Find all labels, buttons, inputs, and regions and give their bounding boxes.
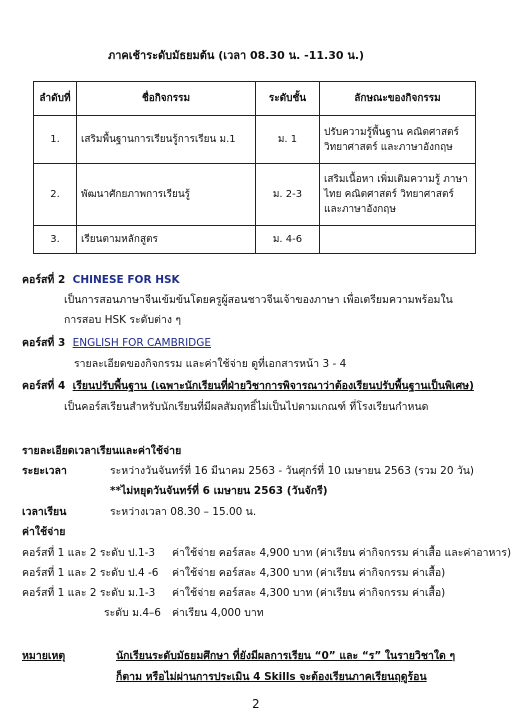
row-name: เสริมพื้นฐานการเรียนรู้การเรียน ม.1	[77, 116, 256, 164]
cost-row-text: ค่าใช้จ่าย คอร์สละ 4,300 บาท (ค่าเรียน ค่ากิจกรรม ค่าเสื้อ)	[172, 587, 446, 599]
course3-desc: รายละเอียดของกิจกรรม และค่าใช้จ่าย ดูที่เอกสารหน้า 3 - 4	[74, 358, 347, 370]
cost-label: ค่าใช้จ่าย	[22, 526, 66, 538]
note-label: หมายเหตุ	[22, 650, 66, 662]
time-text: ระหว่างเวลา 08.30 – 15.00 น.	[110, 506, 257, 518]
cost-row-text: ค่าใช้จ่าย คอร์สละ 4,900 บาท (ค่าเรียน ค่ากิจกรรม ค่าเสื้อ และค่าอาหาร)	[172, 547, 512, 559]
col-header-desc: ลักษณะของกิจกรรม	[320, 82, 476, 116]
table-row	[34, 164, 476, 226]
col-header-no: ลำดับที่	[34, 82, 77, 116]
col-header-name: ชื่อกิจกรรม	[77, 82, 256, 116]
course2-name: CHINESE FOR HSK	[72, 274, 180, 286]
cost-row-level: คอร์สที่ 1 และ 2 ระดับ ป.1-3	[22, 547, 156, 559]
course3-label: คอร์สที่ 3	[22, 337, 66, 349]
cost-row-level: ระดับ ม.4–6	[104, 607, 161, 619]
cost-row-text: ค่าเรียน 4,000 บาท	[172, 607, 264, 619]
page-number: 2	[252, 697, 260, 711]
row-no: 3.	[34, 226, 77, 254]
table-row	[34, 116, 476, 164]
details-heading: รายละเอียดเวลาเรียนและค่าใช้จ่าย	[22, 445, 182, 457]
holiday-note: **ไม่หยุดวันจันทร์ที่ 6 เมษายน 2563 (วันจักรี)	[110, 485, 328, 497]
cost-row-text: ค่าใช้จ่าย คอร์สละ 4,300 บาท (ค่าเรียน ค่ากิจกรรม ค่าเสื้อ)	[172, 567, 446, 579]
cost-row-level: คอร์สที่ 1 และ 2 ระดับ ม.1-3	[22, 587, 156, 599]
row-name: พัฒนาศักยภาพการเรียนรู้	[77, 164, 256, 226]
row-desc: เสริมเนื้อหา เพิ่มเติมความรู้ ภาษาไทย คณิตศาสตร์ วิทยาศาสตร์ และภาษาอังกฤษ	[320, 164, 476, 226]
period-label: ระยะเวลา	[22, 465, 67, 477]
course4-heading	[22, 377, 474, 394]
row-level: ม. 4-6	[256, 226, 320, 254]
note-line2: ก็ตาม หรือไม่ผ่านการประเมิน 4 Skills จะต้องเรียนภาคเรียนฤดูร้อน	[116, 671, 427, 683]
row-desc: ปรับความรู้พื้นฐาน คณิตศาสตร์ วิทยาศาสตร์ และภาษาอังกฤษ	[320, 116, 476, 164]
row-desc	[320, 226, 476, 254]
course2-heading	[22, 271, 180, 288]
activity-table	[33, 81, 476, 254]
period-text: ระหว่างวันจันทร์ที่ 16 มีนาคม 2563 - วันศุกร์ที่ 10 เมษายน 2563 (รวม 20 วัน)	[110, 465, 475, 477]
row-no: 1.	[34, 116, 77, 164]
row-level: ม. 1	[256, 116, 320, 164]
course4-label: คอร์สที่ 4	[22, 380, 66, 392]
col-header-level: ระดับชั้น	[256, 82, 320, 116]
course4-name: เรียนปรับพื้นฐาน (เฉพาะนักเรียนที่ฝ่ายวิชาการพิจารณาว่าต้องเรียนปรับพื้นฐานเป็นพิเศษ)	[72, 380, 474, 392]
row-name: เรียนตามหลักสูตร	[77, 226, 256, 254]
cost-row-level: คอร์สที่ 1 และ 2 ระดับ ป.4 -6	[22, 567, 159, 579]
note-line1: นักเรียนระดับมัธยมศึกษา ที่ยังมีผลการเรียน “0” และ “ร” ในรายวิชาใด ๆ	[116, 650, 456, 662]
course2-label: คอร์สที่ 2	[22, 274, 66, 286]
course3-link[interactable]: ENGLISH FOR CAMBRIDGE	[72, 337, 212, 349]
table-row	[34, 226, 476, 254]
row-no: 2.	[34, 164, 77, 226]
course2-desc-line1: เป็นการสอนภาษาจีนเข้มข้นโดยครูผู้สอนชาวจีนเจ้าของภาษา เพื่อเตรียมความพร้อมใน	[64, 294, 453, 306]
time-label: เวลาเรียน	[22, 506, 67, 518]
section-title: ภาคเช้าระดับมัธยมต้น (เวลา 08.30 น. -11.30 น.)	[108, 49, 365, 62]
row-level: ม. 2-3	[256, 164, 320, 226]
course3-heading	[22, 334, 211, 351]
course2-desc-line2: การสอบ HSK ระดับต่าง ๆ	[64, 314, 181, 326]
table-header-row	[34, 82, 476, 116]
course4-desc: เป็นคอร์สเรียนสำหรับนักเรียนที่มีผลสัมฤทธิ์ไม่เป็นไปตามเกณฑ์ ที่โรงเรียนกำหนด	[64, 401, 429, 413]
